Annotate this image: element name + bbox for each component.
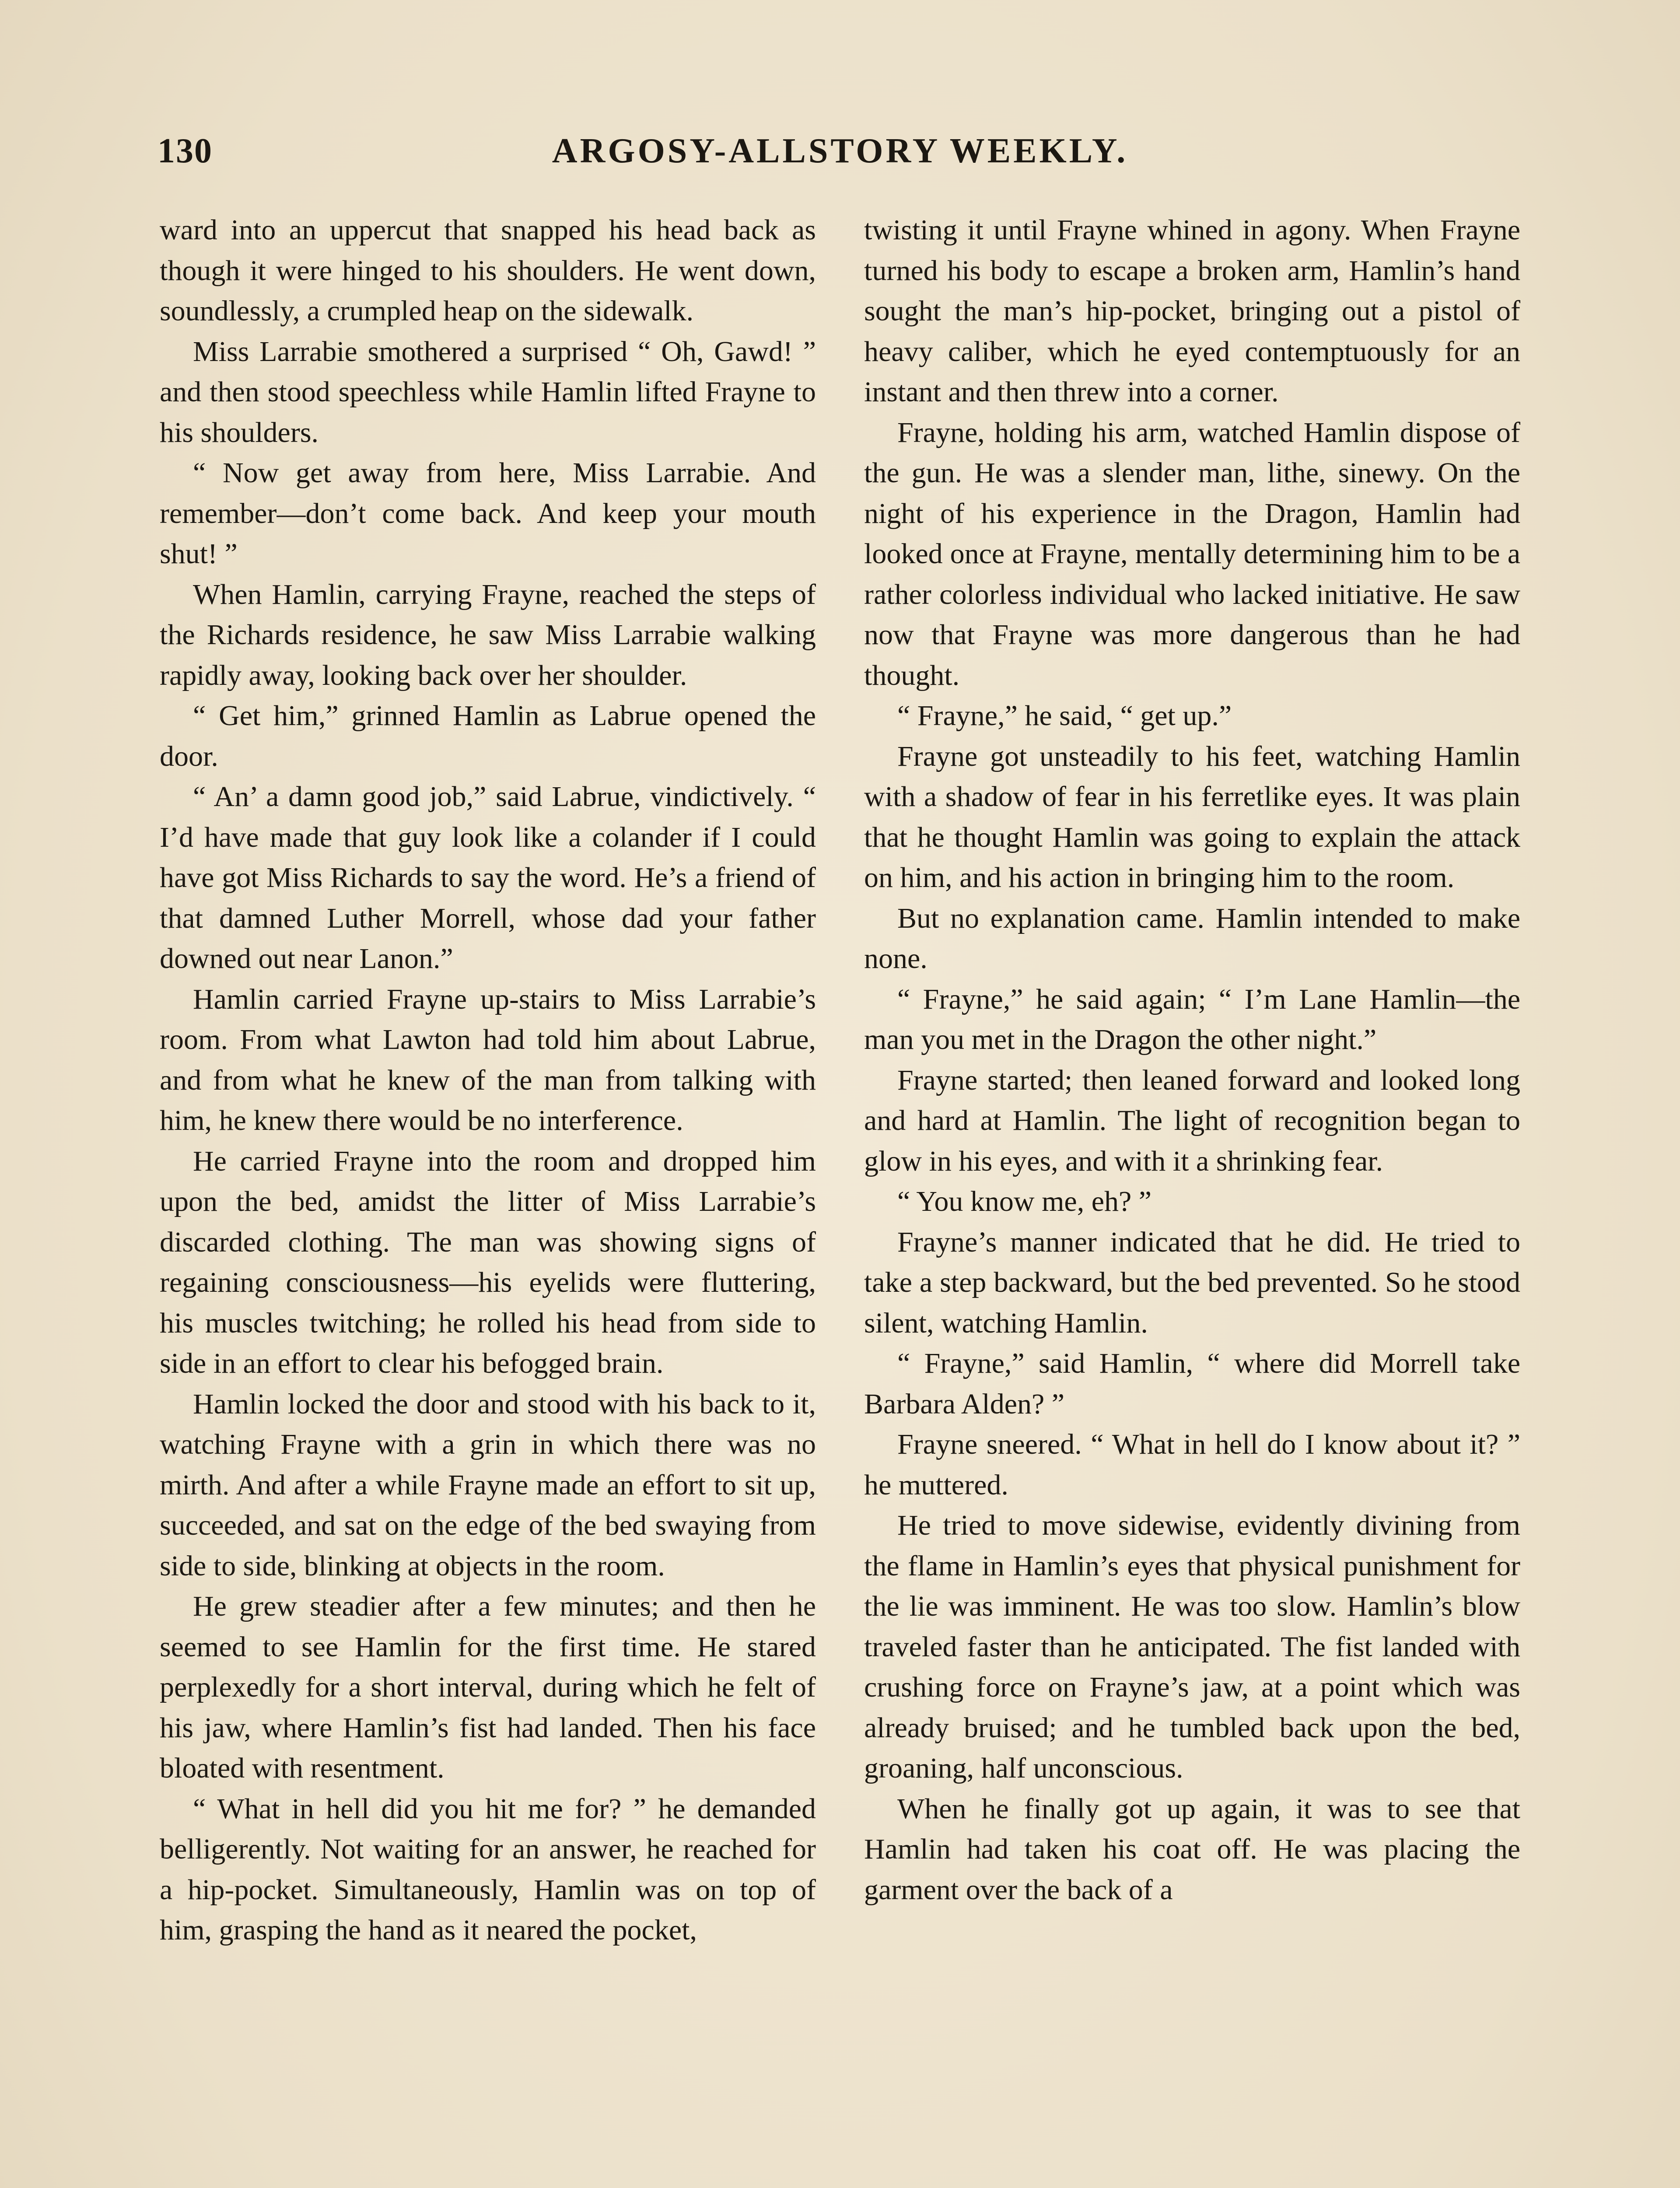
paragraph: Miss Larrabie smothered a surprised “ Oh, Gawd! ” and then stood speechless while Hamlin lifted Frayne to his shoulders. <box>160 335 816 449</box>
paragraph: Frayne started; then leaned forward and looked long and hard at Hamlin. The light of recognition began to glow in his eyes, and with it a shrinking fear. <box>864 1064 1520 1177</box>
paragraph: Frayne got unsteadily to his feet, watching Hamlin with a shadow of fear in his ferretlike eyes. It was plain that he thought Hamlin was going to explain the attack on him, and his action in bringing him to the room. <box>864 740 1520 894</box>
paragraph: “ Frayne,” he said, “ get up.” <box>897 700 1232 732</box>
paragraph: Frayne sneered. “ What in hell do I know about it? ” he muttered. <box>864 1428 1520 1501</box>
paragraph: ward into an uppercut that snapped his head back as though it were hinged to his shoulders. He went down, soundlessly, a crumpled heap on the sidewalk. <box>160 214 816 327</box>
paragraph: He carried Frayne into the room and dropped him upon the bed, amidst the litter of Miss Larrabie’s discarded clothing. The man was showing signs of regaining consciousness—his eyelids were fluttering, his muscles twitching; he rolled his head from side to side in an effort to clear his befogged brain. <box>160 1145 816 1379</box>
paragraph: Frayne, holding his arm, watched Hamlin dispose of the gun. He was a slender man, lithe, sinewy. On the night of his experience in the Dragon, Hamlin had looked once at Frayne, mentally determining him to be a rather colorless individual who lacked initiative. He saw now that Frayne was more dangerous than he had thought. <box>864 416 1520 691</box>
paragraph: He tried to move sidewise, evidently divining from the flame in Hamlin’s eyes that physical punishment for the lie was imminent. He was too slow. Hamlin’s blow traveled faster than he anticipated. The fist landed with crushing force on Frayne’s jaw, at a point which was already bruised; and he tumbled back upon the bed, groaning, half unconscious. <box>864 1509 1520 1784</box>
running-title: ARGOSY-ALLSTORY WEEKLY. <box>552 132 1128 170</box>
right-column <box>864 210 1520 1910</box>
page-header <box>158 131 1522 179</box>
paragraph: Hamlin locked the door and stood with his back to it, watching Frayne with a grin in which there was no mirth. And after a while Frayne made an effort to sit up, succeeded, and sat on the edge of the bed swaying from side to side, blinking at objects in the room. <box>160 1388 816 1582</box>
page-number: 130 <box>158 132 213 170</box>
paragraph: “ An’ a damn good job,” said Labrue, vindictively. “ I’d have made that guy look like a colander if I could have got Miss Richards to say the word. He’s a friend of that damned Luther Morrell, whose dad your father downed out near Lanon.” <box>160 781 816 975</box>
paragraph: “ Get him,” grinned Hamlin as Labrue opened the door. <box>160 700 816 772</box>
paragraph: He grew steadier after a few minutes; and then he seemed to see Hamlin for the first time. He stared perplexedly for a short interval, during which he felt of his jaw, where Hamlin’s fist had landed. Then his face bloated with resentment. <box>160 1590 816 1784</box>
paragraph: When he finally got up again, it was to see that Hamlin had taken his coat off. He was placing the garment over the back of a <box>864 1792 1520 1906</box>
paragraph: Frayne’s manner indicated that he did. He tried to take a step backward, but the bed prevented. So he stood silent, watching Hamlin. <box>864 1226 1520 1339</box>
paragraph: But no explanation came. Hamlin intended to make none. <box>864 902 1520 975</box>
paragraph: “ You know me, eh? ” <box>897 1185 1152 1217</box>
paragraph: “ What in hell did you hit me for? ” he demanded belligerently. Not waiting for an answer, he reached for a hip-pocket. Simultaneously, Hamlin was on top of him, grasping the hand as it neared the pocket, <box>160 1792 816 1946</box>
paragraph: “ Frayne,” said Hamlin, “ where did Morrell take Barbara Alden? ” <box>864 1347 1520 1420</box>
paragraph: “ Now get away from here, Miss Larrabie. And remember—don’t come back. And keep your mouth shut! ” <box>160 457 816 570</box>
paragraph: “ Frayne,” he said again; “ I’m Lane Hamlin—the man you met in the Dragon the other night.” <box>864 983 1520 1055</box>
paragraph: twisting it until Frayne whined in agony. When Frayne turned his body to escape a broken arm, Hamlin’s hand sought the man’s hip-pocket, bringing out a pistol of heavy caliber, which he eyed contemptuously for an instant and then threw into a corner. <box>864 214 1520 408</box>
paragraph: When Hamlin, carrying Frayne, reached the steps of the Richards residence, he saw Miss Larrabie walking rapidly away, looking back over her shoulder. <box>160 578 816 691</box>
paragraph: Hamlin carried Frayne up-stairs to Miss Larrabie’s room. From what Lawton had told him about Labrue, and from what he knew of the man from talking with him, he knew there would be no interference. <box>160 983 816 1136</box>
left-column <box>160 210 816 1951</box>
